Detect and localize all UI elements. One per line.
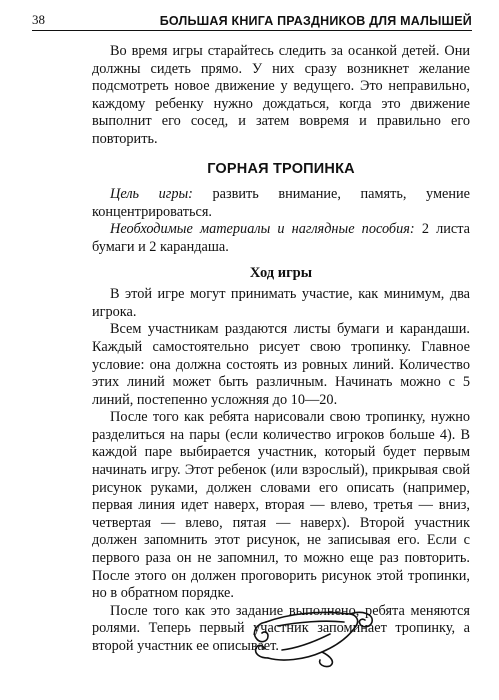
game-title: ГОРНАЯ ТРОПИНКА xyxy=(207,160,355,177)
game-paragraph: После того как ребята нарисовали свою тропинку, нужно разделиться на пары (если количество игроков больше 4). В каждой паре выбирается участник, который будет первым начинать игру. Этот ребенок (или взрослый), прикрывая свой рисунок руками, должен словами его описать (например, первая линия идет наверх, вторая — влево, третья — вниз, четвертая — влево, пятая — наверх). Второй участник должен запомнить этот рисунок, не записывая его. Если с первого раза он не запомнил, то можно еще раз повторить. После этого он должен проговорить рисунок этой тропинки, но в обратном порядке. xyxy=(92,409,470,602)
materials-label: Необходимые материалы и наглядные пособия: xyxy=(110,221,415,238)
running-head xyxy=(32,6,472,31)
materials-text: 2 листа бумаги и 2 карандаша. xyxy=(92,221,471,255)
materials-paragraph xyxy=(92,221,470,256)
body-text xyxy=(92,43,470,656)
progress-title: Ход игры xyxy=(249,264,313,281)
goal-paragraph xyxy=(92,186,470,221)
book-title: БОЛЬШАЯ КНИГА ПРАЗДНИКОВ ДЛЯ МАЛЫШЕЙ xyxy=(159,14,472,28)
intro-paragraph: Во время игры старайтесь следить за осанкой детей. Они должны сидеть прямо. У них сразу возникнет желание подсмотреть новое движение у ведущего. Это неправильно, каждому ребенку нужно дождаться, когда это движение выполнит его сосед, и затем вовремя и правильно его повторить. xyxy=(92,43,470,147)
goal-text: развить внимание, память, умение концентрироваться. xyxy=(92,186,470,220)
game-paragraph: Всем участникам раздаются листы бумаги и карандаши. Каждый самостоятельно рисует свою тропинку. Главное условие: она должна состоять из ровных линий. Количество этих линий может быть различным. Начинать можно с 5 линий, постепенно усложняя до 10—20. xyxy=(92,321,470,408)
game-paragraph: В этой игре могут принимать участие, как минимум, два игрока. xyxy=(92,286,470,320)
page-number: 38 xyxy=(32,12,45,27)
scroll-ornament-icon xyxy=(238,600,388,670)
goal-label: Цель игры: xyxy=(110,186,193,203)
game-paragraph: После того как это задание выполнено, ребята меняются ролями. Теперь первый участник запоминает тропинку, а второй участник ее описывает. xyxy=(92,602,470,654)
